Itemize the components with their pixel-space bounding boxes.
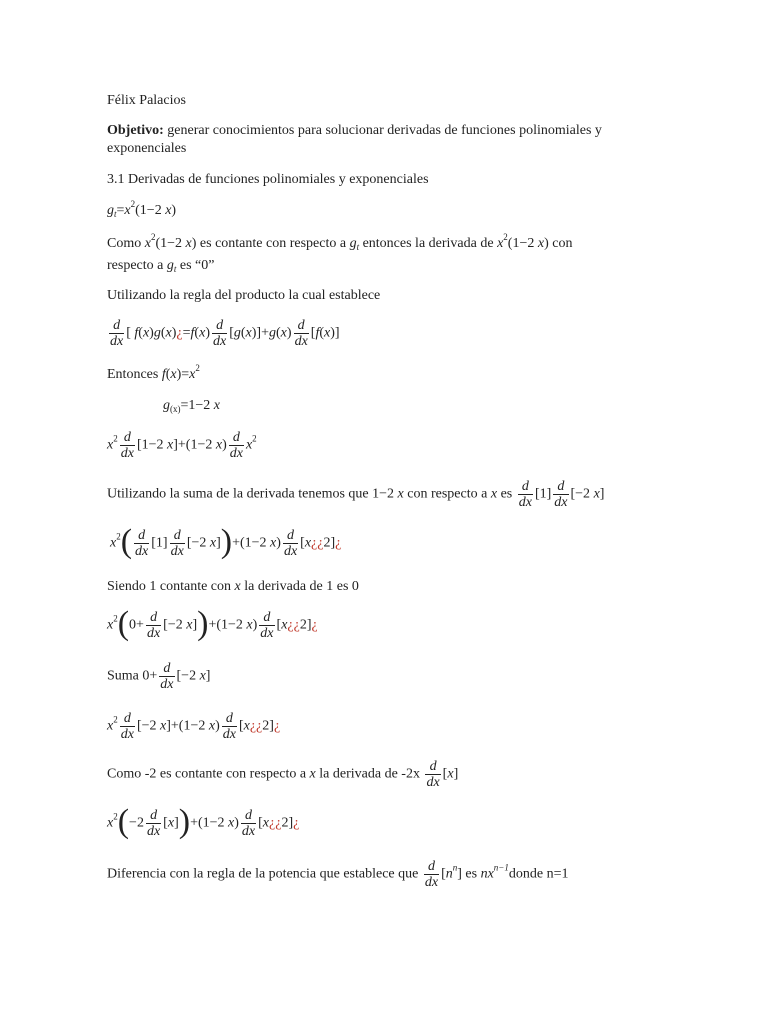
equation-step-3: $x^2(0+$ $\frac{d}{dx}$ [−2 x])+(1−2 x) $\frac{d}{dx}$ [x¿¿2]¿ [107,604,318,642]
equation-step-5: $x^2(-2$ $\frac{d}{dx}$ [x])+(1−2 x) $\frac{d}{dx}$ [x¿¿2]¿ [107,802,300,840]
equation-g: $g_t=x^2(1-2$ x) [107,199,177,219]
siendo-line: Siendo 1 contante con x la derivada de 1 es 0 [107,579,359,594]
suma-line: Suma 0+ $\frac{d}{dx}$ [−2 x] [107,661,211,692]
objective-text: generar conocimientos para solucionar derivadas de funciones polinomiales y exponenciales [107,123,602,156]
suma-derivada-line: Utilizando la suma de la derivada tenemos que 1−2 x con respecto a x es $\frac{d}{dx}$ [1] $\frac{d}{dx}$ [−2 x] [107,479,605,510]
como-line-3: Como -2 es contante con respecto a x la derivada de -2x $\frac{d}{dx}$ [x] [107,759,459,790]
objective-paragraph [107,122,667,158]
equation-step-1: $x^2$ $\frac{d}{dx}$ [1−2 x]+(1−2 x) $\frac{d}{dx}$ $x^2$ [107,430,257,461]
producto-text: Utilizando la regla del producto la cual establece [107,288,381,303]
entonces-line: Entonces $f(x)=x^2$ [107,363,200,382]
g-definition: $g_{(x)}=1-2$ x [163,398,221,414]
section-title: 3.1 Derivadas de funciones polinomiales y exponenciales [107,172,429,187]
diferencia-line: Diferencia con la regla de la potencia que establece que $\frac{d}{dx}$ $[n^n]$ es $nx^{n-1}donde$ n=1 [107,859,569,890]
como-line-1: Como $x^2(1-2$ x) es contante con respecto a $g_t$ entonces la derivada de $x^2(1-2$ x) con [107,232,573,252]
equation-product-rule: $\frac{d}{dx}$ [ f(x)g(x)¿=f(x) $\frac{d}{dx}$ [g(x)]+g(x) $\frac{d}{dx}$ [f(x)] [110,318,340,349]
author-name: Félix Palacios [107,93,186,108]
equation-step-2: $x^2$( $\frac{d}{dx}$ [1] $\frac{d}{dx}$ [−2 x])+(1−2 x) $\frac{d}{dx}$ [x¿¿2]¿ [110,522,342,560]
objective-label: Objetivo: [107,123,164,138]
como-line-2: respecto a $g_t$ es “0” [107,258,215,274]
equation-step-4: $x^2$ $\frac{d}{dx}$ [−2 x]+(1−2 x) $\frac{d}{dx}$ [x¿¿2]¿ [107,711,281,742]
